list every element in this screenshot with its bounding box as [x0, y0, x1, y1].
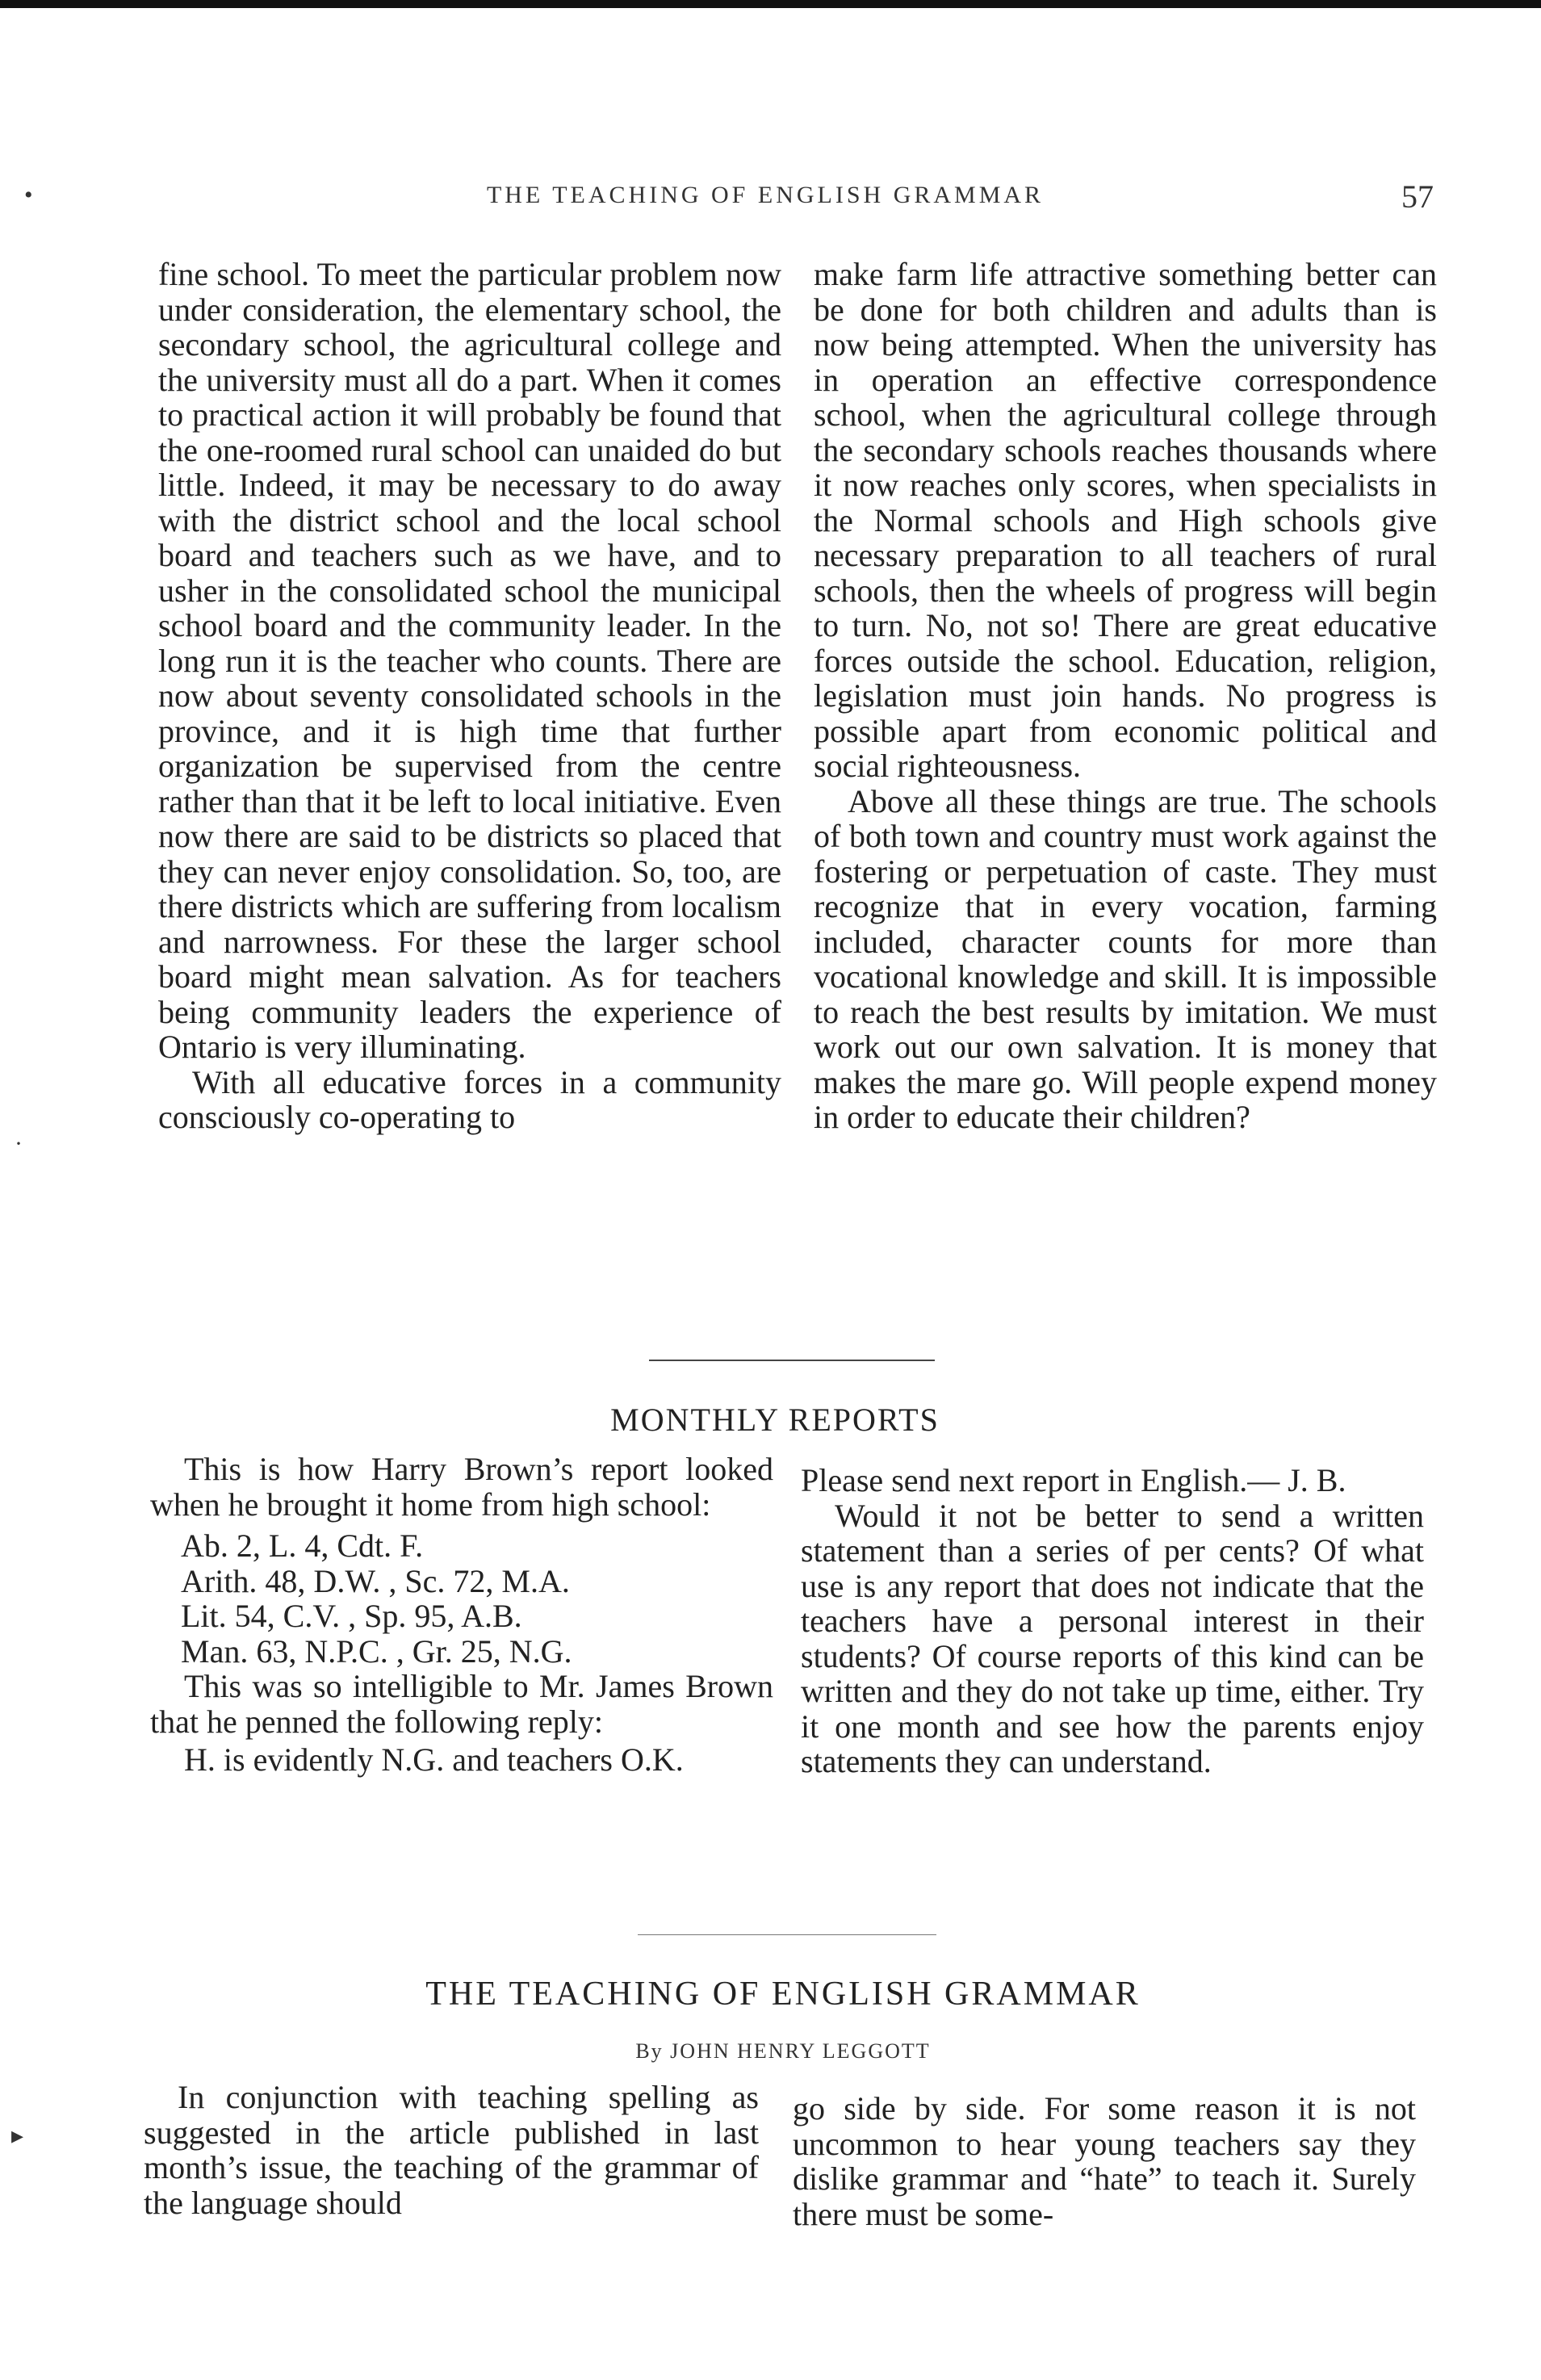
section-divider	[638, 1934, 936, 1935]
grammar-right-column	[793, 2091, 1416, 2231]
margin-mark: ·	[15, 1130, 23, 1157]
article-left-paragraph: fine school. To meet the particular problem now under consideration, the elementary school, the secondary school, the agricultural college and the university must all do a part. When it comes to practical action it will probably be found that the one-roomed rural school can unaided do but little. Indeed, it may be necessary to do away with the district school and the local school board and teachers such as we have, and to usher in the consolidated school the municipal school board and the community leader. In the long run it is the teacher who counts. There are now about seventy consolidated schools in the province, and it is high time that further organization be supervised from the centre rather than that it be left to local initiative. Even now there are said to be districts so placed that they can never enjoy consolidation. So, too, are there districts which are suffering from localism and narrowness. For these the larger school board might mean salvation. As for teachers being community leaders the experience of Ontario is very illuminating.	[158, 256, 781, 1065]
article-left-paragraph-2: With all educative forces in a community consciously co-operating to	[158, 1063, 781, 1135]
page-number: 57	[1401, 178, 1434, 215]
article-right-column	[814, 257, 1437, 1135]
report-grade-line: Lit. 54, C.V. , Sp. 95, A.B.	[181, 1598, 522, 1634]
article-right-paragraph-2: Above all these things are true. The schools of both town and country must work against the fostering or perpetuation of caste. They must recognize that in every vocation, farming included, character counts for more than vocational knowledge and skill. It is impossible to reach the best results by imitation. We must work out our own salvation. It is money that makes the mare go. Will people expend money in order to educate their children?	[814, 782, 1437, 1135]
margin-mark: ▸	[11, 2122, 24, 2149]
monthly-reports-heading: MONTHLY REPORTS	[610, 1402, 940, 1438]
article-right-paragraph: make farm life attractive something better can be done for both children and adults than is now being attempted. When the university has in operation an effective correspondence school, when the agricultural college through the secondary schools reaches thousands where it now reaches only scores, when specialists in the Normal schools and High schools give necessary preparation to all teachers of rural schools, then the wheels of progress will begin to turn. No, not so! There are great educative forces outside the school. Education, religion, legislation must join hands. No progress is possible apart from economic political and social righteousness.	[814, 256, 1437, 784]
monthly-reports-right-column	[801, 1463, 1424, 1779]
monthly-reports-left-column	[150, 1452, 773, 1778]
grammar-article-byline: By JOHN HENRY LEGGOTT	[635, 2039, 931, 2063]
running-title: THE TEACHING OF ENGLISH GRAMMAR	[486, 182, 1045, 208]
report-intro: This is how Harry Brown’s report looked when he brought it home from high school:	[150, 1451, 773, 1523]
section-divider	[649, 1360, 935, 1361]
report-commentary: Would it not be better to send a written statement than a series of per cents? Of what use is any report that does not indicate that the teachers have a personal interest in their students? Of course reports of this kind can be written and they do not take up time, either. Try it one month and see how the parents enjoy statements they can understand.	[801, 1497, 1424, 1779]
grammar-left-column	[144, 2080, 759, 2220]
margin-mark: •	[24, 182, 33, 208]
report-grade-line: Ab. 2, L. 4, Cdt. F.	[181, 1527, 424, 1564]
report-reply: H. is evidently N.G. and teachers O.K.	[184, 1741, 684, 1778]
scan-top-edge	[0, 0, 1541, 8]
grammar-right-paragraph: go side by side. For some reason it is not uncommon to hear young teachers say they dislike grammar and “hate” to teach it. Surely there must be some-	[793, 2090, 1416, 2232]
report-paragraph: This was so intelligible to Mr. James Brown that he penned the following reply:	[150, 1668, 773, 1740]
article-left-column	[158, 257, 781, 1135]
report-grade-line: Man. 63, N.P.C. , Gr. 25, N.G.	[181, 1632, 572, 1670]
report-request: Please send next report in English.— J. B.	[801, 1462, 1346, 1498]
grammar-article-title: THE TEACHING OF ENGLISH GRAMMAR	[425, 1976, 1141, 2013]
report-grade-line: Arith. 48, D.W. , Sc. 72, M.A.	[181, 1562, 570, 1599]
grammar-left-paragraph: In conjunction with teaching spelling as suggested in the article published in last month’s issue, the teaching of the grammar of the language should	[144, 2079, 759, 2221]
